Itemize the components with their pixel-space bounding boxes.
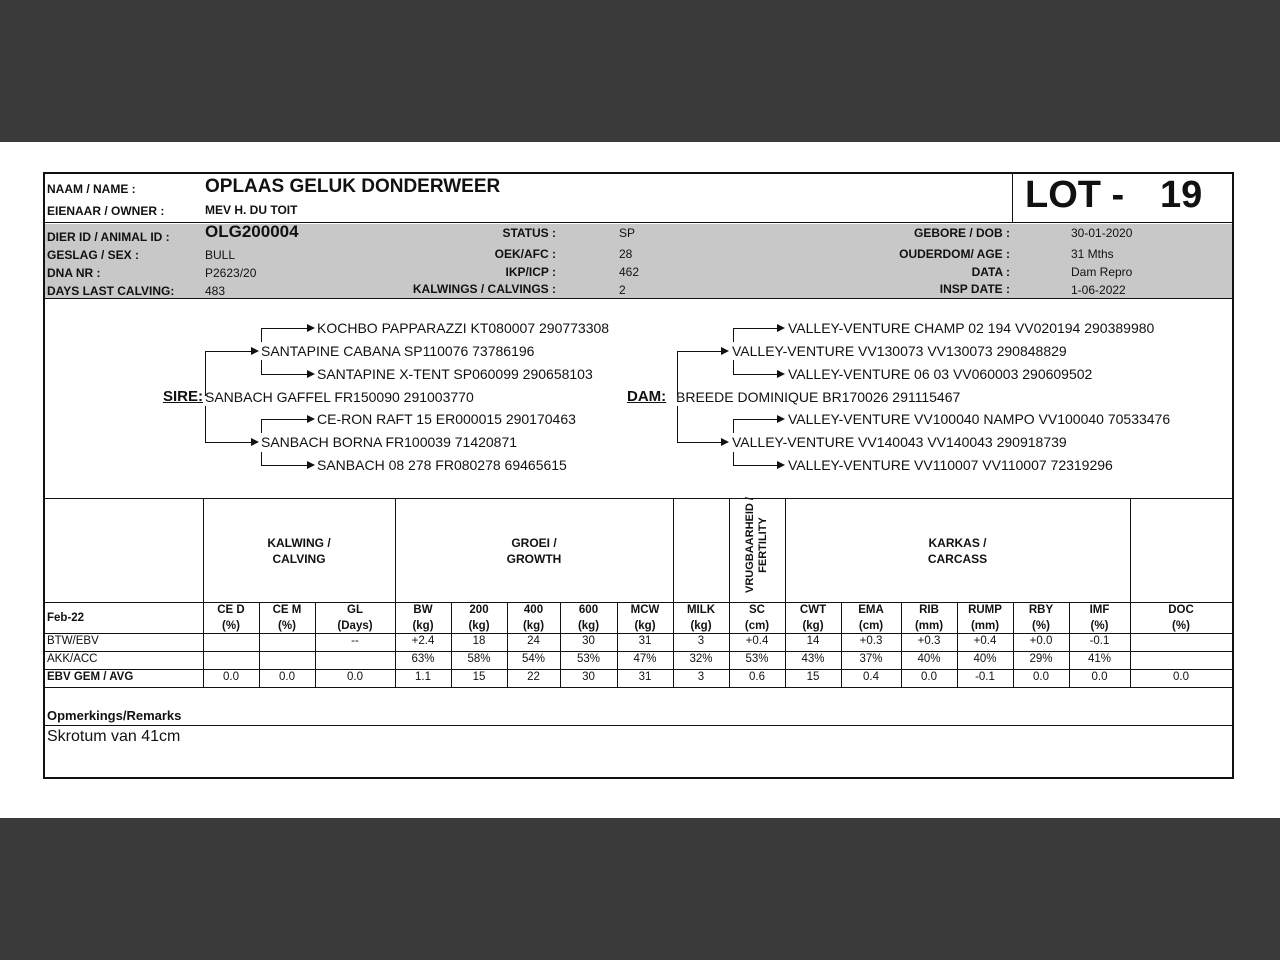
column-header: DOC [1168,604,1194,616]
row-label: BTW/EBV [47,635,99,647]
animal-card [43,172,1234,779]
grid-vline [203,498,204,602]
ebv-date: Feb-22 [47,612,85,624]
sex-label: GESLAG / SEX : [47,248,140,262]
table-cell: 15 [806,671,820,683]
sale-catalogue-sheet [0,142,1280,818]
table-cell: 31 [638,635,652,647]
sex-value: BULL [205,248,236,262]
table-cell: +0.3 [917,635,941,647]
table-cell: +0.4 [973,635,997,647]
table-cell: 0.0 [1091,671,1108,683]
days-last-calving-label: DAYS LAST CALVING: [47,284,175,298]
dam-name: BREEDE DOMINIQUE BR170026 291115467 [676,389,961,405]
table-cell: 0.0 [223,671,239,683]
status-label: STATUS : [502,226,556,240]
column-header: MILK [686,604,716,616]
table-cell: 43% [801,653,825,665]
table-cell: +0.0 [1029,635,1053,647]
column-unit: (kg) [468,620,490,632]
animal-id-label: DIER ID / ANIMAL ID : [47,230,170,244]
table-cell: 0.0 [347,671,363,683]
animal-id-value: OLG200004 [205,222,299,241]
column-unit: (cm) [744,620,770,632]
dam-sire-dam: VALLEY-VENTURE 06 03 VV060003 290609502 [788,366,1093,382]
table-cell: 0.0 [1033,671,1049,683]
table-cell: -0.1 [1089,635,1110,647]
column-unit: (%) [1172,620,1190,632]
age-value: 31 Mths [1071,247,1114,261]
column-header: 600 [578,604,599,616]
table-cell: 37% [859,653,883,665]
table-cell: 54% [521,653,546,665]
dam-dam-dam: VALLEY-VENTURE VV110007 VV110007 72319296 [788,457,1113,473]
insp-date-value: 1-06-2022 [1071,283,1126,297]
icp-label: IKP/ICP : [505,265,556,279]
column-header: CE M [272,604,302,616]
grid-vline [729,498,730,602]
column-unit: (%) [1090,620,1109,632]
table-cell: 30 [582,635,595,647]
calvings-value: 2 [619,283,626,297]
table-cell: 30 [582,671,595,683]
data-label: DATA : [971,265,1010,279]
sire-name: SANBACH GAFFEL FR150090 291003770 [205,389,474,405]
sire-sire: SANTAPINE CABANA SP110076 73786196 [261,343,535,359]
lot-number: 19 [1160,174,1203,216]
table-cell: 3 [697,671,705,683]
table-cell: 29% [1029,653,1053,665]
insp-date-label: INSP DATE : [939,282,1010,296]
table-cell: 0.4 [863,671,879,683]
afc-label: OEK/AFC : [494,247,556,261]
table-cell: 24 [527,635,540,647]
table-cell: 53% [576,653,601,665]
sire-dam-sire: CE-RON RAFT 15 ER000015 290170463 [317,411,576,427]
column-header: CWT [799,604,827,616]
table-cell: 40% [973,653,997,665]
column-unit: (%) [278,620,296,632]
dam-dam-sire: VALLEY-VENTURE VV100040 NAMPO VV100040 70533476 [788,411,1171,427]
grid-hline [45,633,1232,634]
remarks-divider [45,725,1232,726]
table-cell: 18 [472,635,486,647]
sire-dam: SANBACH BORNA FR100039 71420871 [261,434,518,450]
dna-label: DNA NR : [47,266,101,280]
column-unit: (%) [1032,620,1050,632]
table-cell: 1.1 [415,671,431,683]
column-header: RUMP [968,604,1002,616]
grid-hline [45,669,1232,670]
dam-sire: VALLEY-VENTURE VV130073 VV130073 290848829 [732,343,1067,359]
table-cell: 0.6 [749,671,765,683]
grid-hline [45,602,1232,603]
sire-label: SIRE: [163,388,204,405]
table-cell: 14 [806,635,820,647]
afc-value: 28 [619,247,633,261]
grid-hline [45,687,1232,688]
column-unit: (kg) [412,620,434,632]
column-unit: (kg) [634,620,656,632]
dam-dam: VALLEY-VENTURE VV140043 VV140043 290918739 [732,434,1067,450]
fertility-group-line1: VRUGBAARHEID / [744,497,756,593]
carcass-group-line1: KARKAS / [928,536,987,550]
remarks-label: Opmerkings/Remarks [47,708,182,723]
grid-vline [673,498,674,602]
column-unit: (kg) [577,620,600,632]
dam-label: DAM: [627,388,667,405]
column-header: BW [413,604,433,616]
name-label: NAAM / NAME : [47,182,136,196]
column-unit: (cm) [858,620,884,632]
table-cell: -- [351,635,359,647]
row-label: EBV GEM / AVG [47,671,134,683]
table-cell: 41% [1087,653,1112,665]
column-unit: (Days) [337,620,373,632]
grid-hline [45,651,1232,652]
column-unit: (%) [222,620,240,632]
sire-sire-sire: KOCHBO PAPPARAZZI KT080007 290773308 [317,320,610,336]
grid-vline [1130,498,1131,602]
remarks-text: Skrotum van 41cm [47,728,181,745]
grid-vline [395,498,396,602]
table-cell: 58% [467,653,491,665]
dob-value: 30-01-2020 [1071,226,1133,240]
column-unit: (kg) [802,620,824,632]
icp-value: 462 [619,265,640,279]
owner-label: EIENAAR / OWNER : [47,204,165,218]
age-label: OUDERDOM/ AGE : [899,247,1010,261]
carcass-group-line2: CARCASS [927,552,988,566]
table-cell: 47% [633,653,657,665]
table-cell: +0.3 [859,635,883,647]
table-cell: 0.0 [921,671,937,683]
column-header: EMA [858,604,884,616]
column-header: GL [347,604,363,616]
owner-value: MEV H. DU TOIT [205,203,298,217]
animal-name: OPLAAS GELUK DONDERWEER [205,176,501,197]
data-value: Dam Repro [1071,265,1133,279]
column-header: MCW [630,604,660,616]
table-cell: 63% [411,653,435,665]
table-cell: 31 [638,671,652,683]
sire-sire-dam: SANTAPINE X-TENT SP060099 290658103 [317,366,593,382]
growth-group-line1: GROEI / [511,536,557,550]
table-cell: 40% [917,653,941,665]
column-header: 400 [523,604,544,616]
calvings-label: KALWINGS / CALVINGS : [412,282,556,296]
table-cell: +0.4 [745,635,769,647]
table-cell: 0.0 [1173,671,1189,683]
column-unit: (kg) [522,620,545,632]
dob-label: GEBORE / DOB : [913,226,1010,240]
grid-vline [785,498,786,602]
ebv-table [45,174,1232,777]
table-cell: 22 [527,671,540,683]
dam-sire-sire: VALLEY-VENTURE CHAMP 02 194 VV020194 290389980 [788,320,1155,336]
table-cell: +2.4 [411,635,435,647]
column-header: 200 [469,604,489,616]
sire-dam-dam: SANBACH 08 278 FR080278 69465615 [317,457,567,473]
table-cell: -0.1 [975,671,995,683]
table-cell: 15 [472,671,486,683]
column-unit: (kg) [690,620,712,632]
column-header: SC [749,604,765,616]
column-unit: (mm) [970,620,1000,632]
growth-group-line2: GROWTH [506,552,562,566]
column-header: RIB [919,604,939,616]
column-header: IMF [1089,604,1110,616]
column-unit: (mm) [914,620,944,632]
fertility-group-line2: FERTILITY [757,517,769,573]
column-header: RBY [1028,604,1054,616]
status-value: SP [619,226,636,240]
calving-group-line2: CALVING [272,552,326,566]
days-last-calving-value: 483 [205,284,226,298]
dna-value: P2623/20 [205,266,257,280]
column-header: CE D [217,604,245,616]
row-label: AKK/ACC [47,653,98,665]
table-cell: 32% [689,653,713,665]
calving-group-line1: KALWING / [267,536,331,550]
table-cell: 0.0 [279,671,295,683]
table-cell: 3 [697,635,705,647]
lot-label: LOT - [1025,174,1125,216]
table-cell: 53% [745,653,769,665]
